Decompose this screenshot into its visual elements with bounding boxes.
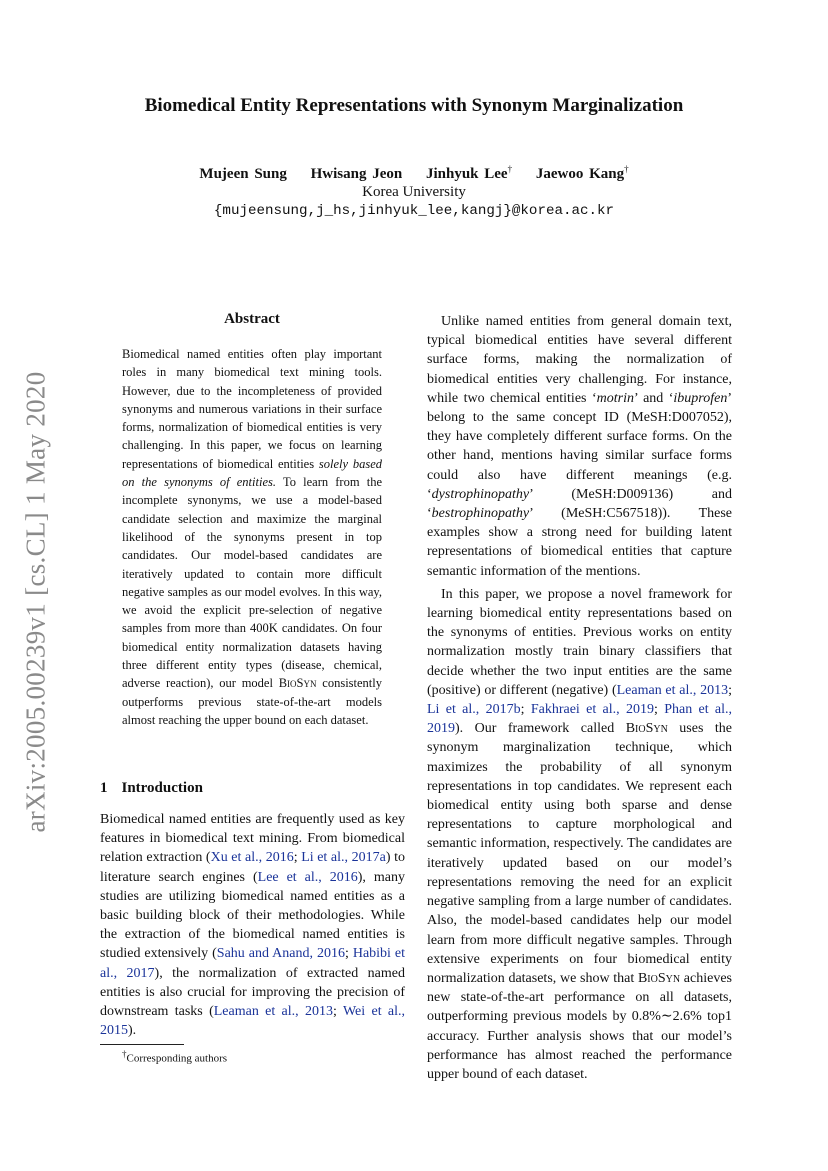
paragraph-surface-forms: Unlike named entities from general domain text, typical biomedical entities have several different surface forms, making the normalization of biomedical entities very challenging. For instance, while two chemical entities ‘motrin’ and ‘ibuprofen’ belong to the same concept ID (MeSH:D007052), they have completely different surface forms. On the other hand, mentions having similar surface forms could also have different meanings (e.g. ‘dystrophinopathy’ (MeSH:D009136) and ‘bestrophinopathy’ (MeSH:C567518)). These examples show a strong need for building latent representations of biomedical entities that capture semantic information of the mentions. bbox=[427, 314, 733, 579]
citation-link[interactable]: Lee et al., 2016 bbox=[257, 869, 358, 885]
author-names bbox=[0, 164, 828, 183]
email-addresses: {mujeensung,j_hs,jinhyuk_lee,kangj}@korea.ac.kr bbox=[213, 203, 615, 219]
author-block bbox=[0, 164, 828, 219]
citation-link[interactable]: Leaman et al., 2013 bbox=[213, 1004, 333, 1020]
abstract-heading: Abstract bbox=[224, 311, 280, 327]
citation-link[interactable]: Leaman et al., 2013 bbox=[616, 682, 729, 698]
citation-link[interactable]: Fakhraei et al., 2019 bbox=[530, 702, 654, 718]
author-name: Jinhyuk Lee† bbox=[425, 164, 513, 182]
introduction-paragraph: Biomedical named entities are frequently used as key features in biomedical text mining. From biomedical relation extraction (Xu et al., 2016; Li et al., 2017a) to literature search engines (Lee et al., 2016), many studies are utilizing biomedical named entities as a basic building block of their methodologies. While the extraction of the biomedical named entities is studied extensively (Sahu and Anand, 2016; Habibi et al., 2017), the normalization of extracted named entities is also crucial for improving the precision of downstream tasks (Leaman et al., 2013; Wei et al., 2015). bbox=[100, 812, 406, 1039]
biosyn-name: BioSyn bbox=[278, 676, 317, 691]
paper-title: Biomedical Entity Representations with Synonym Marginalization bbox=[144, 95, 684, 116]
author-name: Mujeen Sung bbox=[199, 166, 287, 182]
affiliation: Korea University bbox=[362, 184, 466, 200]
author-name: Hwisang Jeon bbox=[310, 166, 403, 182]
footnote: †Corresponding authors bbox=[122, 1049, 228, 1065]
arxiv-identifier: arXiv:2005.00239v1 [cs.CL] 1 May 2020 bbox=[20, 371, 51, 833]
citation-link[interactable]: Li et al., 2017a bbox=[301, 850, 386, 866]
author-name: Jaewoo Kang† bbox=[535, 164, 629, 182]
paragraph-proposal: In this paper, we propose a novel framework for learning biomedical entity representations based on the synonyms of entities. Previous works on entity normalization mostly train binary classifiers that decide whether the two input entities are the same (positive) or different (negative) (Leaman et al., 2013; Li et al., 2017b; Fakhraei et al., 2019; Phan et al., 2019). Our framework called BioSyn uses the synonym marginalization technique, which maximizes the probability of all synonym representations in top candidates. We represent each biomedical entity using both sparse and dense representations to capture morphological and semantic information, respectively. The candidates are iteratively updated based on our model’s representations removing the need for an explicit negative sampling from a large number of candidates. Also, the model-based candidates help our model learn from more difficult negative samples. Through extensive experiments on four biomedical entity normalization datasets, we show that BioSyn achieves new state-of-the-art performance on all datasets, outperforming previous models by 0.8%∼2.6% top1 accuracy. Further analysis shows that our model’s performance has almost reached the performance upper bound of each dataset. bbox=[427, 586, 733, 1082]
right-column-text bbox=[427, 312, 732, 1084]
citation-link[interactable]: Xu et al., 2016 bbox=[210, 850, 294, 866]
citation-link[interactable]: Li et al., 2017b bbox=[427, 702, 521, 718]
biosyn-name: BioSyn bbox=[625, 721, 668, 737]
arxiv-sidebar bbox=[16, 362, 56, 842]
citation-link[interactable]: Sahu and Anand, 2016 bbox=[216, 946, 345, 962]
abstract-text: Biomedical named entities often play important roles in many biomedical text mining tools. However, due to the incompleteness of provided synonyms and numerous variations in their surface forms, normalization of biomedical entities is very challenging. In this paper, we focus on learning representations of biomedical entities solely based on the synonyms of entities. To learn from the incomplete synonyms, we use a model-based candidate selection and maximize the marginal likelihood of the synonyms present in top candidates. Our model-based candidates are iteratively updated to contain more difficult negative samples as our model evolves. In this way, we avoid the explicit pre-selection of negative samples from more than 400K candidates. On four biomedical entity normalization datasets having three different entity types (disease, chemical, adverse reaction), our model BioSyn consistently outperforms previous state-of-the-art models almost reaching the upper bound on each dataset. bbox=[122, 347, 383, 727]
citation-link[interactable]: Habibi et al., 2017 bbox=[100, 946, 405, 981]
dagger-mark: † bbox=[507, 164, 513, 174]
section-heading-introduction: 1 Introduction bbox=[100, 780, 203, 796]
biosyn-name: BioSyn bbox=[637, 970, 681, 986]
citation-link[interactable]: Wei et al., 2015 bbox=[100, 1004, 406, 1039]
citation-link[interactable]: Phan et al., 2019 bbox=[427, 702, 733, 737]
footnote-rule bbox=[100, 1044, 184, 1045]
dagger-mark: † bbox=[624, 164, 629, 174]
